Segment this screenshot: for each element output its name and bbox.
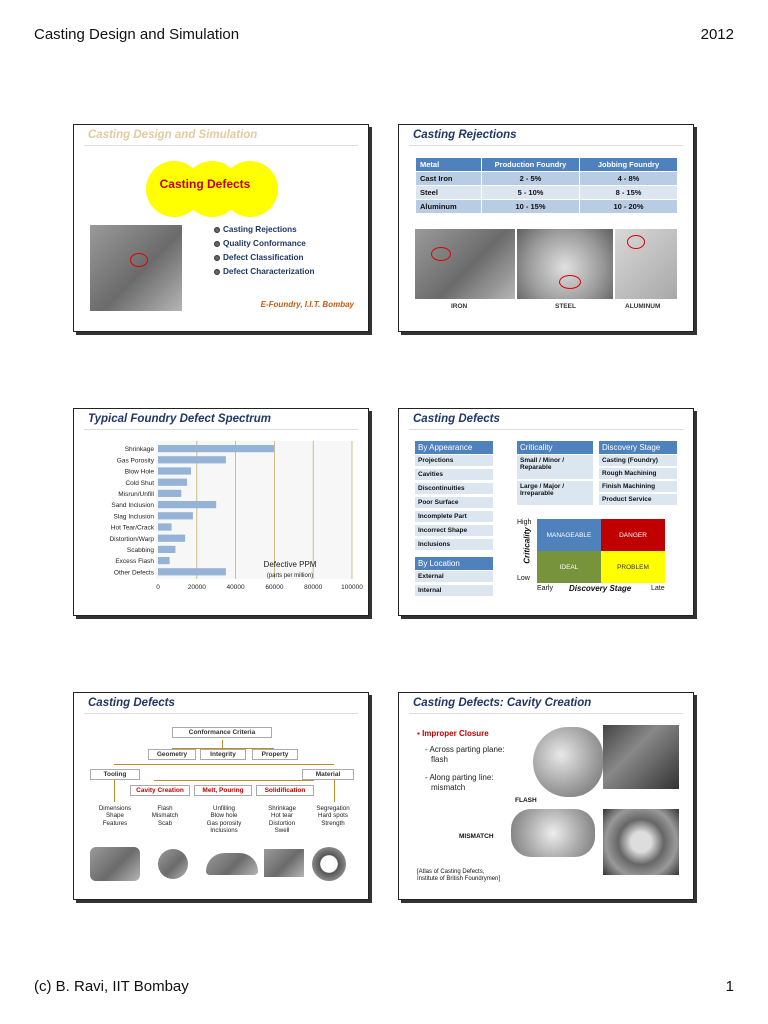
appearance-item: Incorrect Shape [415,525,493,536]
matrix-cell-ideal: IDEAL [537,551,601,583]
tree-node-solidification: Solidification [256,785,314,796]
by-location-header: By Location [415,557,493,570]
bullet-icon [214,241,220,247]
slide-defect-classification [398,408,694,616]
mismatch-casting-photo [511,809,595,857]
photo-caption: IRON [451,303,468,310]
aluminum-casting-photo [615,229,677,299]
bullet-item: Quality Conformance [214,239,314,248]
chart-category-label: Scabbing [126,547,154,554]
appearance-item: Cavities [415,469,493,480]
rejection-table [415,157,678,214]
tree-leaf-melt: Unfilling Blow hole Gas porosity Inclusions [206,805,242,835]
chart-x-tick-label: 100000 [341,584,363,591]
mismatch-description: - Along parting line: mismatch [425,773,494,793]
photo-caption: STEEL [555,303,576,310]
connector [114,780,115,802]
discovery-item: Casting (Foundry) [599,455,677,466]
tree-leaf-material: Segregation Hard spots Strength [316,805,350,827]
table-cell: Steel [416,186,482,200]
slide-heading: Casting Defects [159,177,251,191]
table-cell: 5 - 10% [482,186,580,200]
tree-node-geometry: Geometry [148,749,196,760]
defect-photo [312,847,346,881]
tree-node-cavity-creation: Cavity Creation [130,785,190,796]
tree-leaf-cavity: Flash Mismatch Scab [151,805,179,827]
appearance-item: Poor Surface [415,497,493,508]
chart-bar [158,467,191,474]
flash-description: - Across parting plane: flash [425,745,505,765]
page-footer: (c) B. Ravi, IIT Bombay [34,978,189,995]
chart-category-label: Slag Inclusion [113,513,154,521]
chart-bar [158,512,193,519]
chart-category-label: Distortion/Warp [109,535,154,543]
flash-label: FLASH [515,797,537,804]
chart-x-tick-label: 80000 [304,584,323,591]
slide-title: Casting Design and Simulation [88,129,258,141]
bullet-icon [214,255,220,261]
page-header: Casting Design and Simulation [34,26,240,43]
page-year: 2012 [700,26,734,43]
tree-leaf-solidification: Shrinkage Hot tear Distortion Swell [268,805,296,835]
bullet-item: Casting Rejections [214,225,314,234]
chart-x-tick-label: 60000 [265,584,284,591]
defect-photo [264,849,304,877]
slide-title: Casting Defects: Cavity Creation [413,697,592,709]
chart-x-tick-label: 40000 [226,584,245,591]
criticality-header: Criticality [517,441,593,454]
chart-bar [158,445,274,452]
table-cell: Cast Iron [416,172,482,186]
appearance-item: Projections [415,455,493,466]
improper-closure-heading: ▪ Improper Closure [417,729,489,738]
chart-category-label: Shrinkage [124,446,154,454]
slide-conformance-tree [73,692,369,900]
table-row [416,172,678,186]
divider [84,713,358,714]
casting-photo [90,225,182,311]
slide-cavity-creation [398,692,694,900]
slide-casting-defects-intro [73,124,369,332]
discovery-item: Finish Machining [599,481,677,492]
defect-photo [206,853,258,875]
divider [409,429,683,430]
location-item: External [415,571,493,582]
tree-node-integrity: Integrity [200,749,246,760]
iron-casting-photo [415,229,515,299]
criticality-item: Small / Minor / Reparable [517,455,593,479]
chart-bar [158,546,175,553]
chart-x-tick-label: 0 [156,584,160,591]
flash-xray-photo [603,725,679,789]
chart-bar [158,557,170,564]
steel-casting-photo [517,229,613,299]
appearance-item: Discontinuities [415,483,493,494]
tree-root: Conformance Criteria [172,727,272,738]
chart-category-label: Cold Shut [125,479,154,487]
mismatch-xray-photo [603,809,679,875]
table-cell: Aluminum [416,200,482,214]
bullet-item: Defect Classification [214,253,314,262]
appearance-item: Inclusions [415,539,493,550]
reference-note: [Atlas of Casting Defects, Institute of British Foundrymen] [417,869,501,883]
table-cell: 8 - 15% [580,186,678,200]
divider [84,429,358,430]
page-number: 1 [725,978,734,995]
criticality-item: Large / Major / Irreparable [517,481,593,505]
chart-bar [158,490,181,497]
defect-marker-icon [130,253,148,267]
chart-category-label: Hot Tear/Crack [110,524,154,532]
connector [222,740,223,748]
matrix-x-early: Early [537,585,553,592]
slide-title: Casting Rejections [413,129,517,141]
table-row [416,200,678,214]
chart-category-label: Misrun/Unfill [118,491,154,498]
matrix-y-label: Criticality [522,527,532,564]
table-cell: 10 - 15% [482,200,580,214]
chart-category-label: Blow Hole [124,468,154,476]
by-appearance-header: By Appearance [415,441,493,454]
slide-credit: E-Foundry, I.I.T. Bombay [260,300,354,309]
slide-title: Casting Defects [413,413,500,425]
flash-casting-photo [533,727,603,797]
chart-bar [158,501,216,508]
chart-bar [158,535,185,542]
tree-leaf-tooling: Dimensions Shape Features [98,805,132,827]
bullet-icon [214,269,220,275]
appearance-item: Incomplete Part [415,511,493,522]
tree-node-tooling: Tooling [90,769,140,780]
divider [409,713,683,714]
table-cell: 4 - 8% [580,172,678,186]
bullet-item: Defect Characterization [214,267,314,276]
table-cell: 10 - 20% [580,200,678,214]
slide-casting-rejections [398,124,694,332]
chart-bar [158,479,187,486]
slide-title: Typical Foundry Defect Spectrum [88,413,271,425]
connector [334,780,335,802]
chart-category-label: Other Defects [113,569,154,577]
defect-photo [158,849,188,879]
matrix-cell-danger: DANGER [601,519,665,551]
tree-node-property: Property [252,749,298,760]
bullet-icon [214,227,220,233]
table-cell: 2 - 5% [482,172,580,186]
matrix-cell-problem: PROBLEM [601,551,665,583]
chart-bar [158,456,226,463]
chart-legend-subtitle: (parts per million) [266,573,314,579]
tree-node-melt-pouring: Melt, Pouring [194,785,252,796]
defect-marker-icon [559,275,581,289]
table-header: Jobbing Foundry [580,158,678,172]
chart-category-label: Excess Flash [115,558,154,566]
matrix-x-late: Late [651,585,665,592]
chart-x-tick-label: 20000 [187,584,206,591]
table-header: Metal [416,158,482,172]
chart-bar [158,523,172,530]
defect-photo [90,847,140,881]
chart-category-label: Sand Inclusion [111,502,154,510]
connector [154,780,314,781]
divider [409,145,683,146]
table-header-row [416,158,678,172]
chart-bar [158,568,226,575]
defect-spectrum-chart [82,437,363,607]
discovery-item: Rough Machining [599,468,677,479]
chart-category-label: Gas Porosity [116,457,154,465]
slide-defect-spectrum [73,408,369,616]
matrix-cell-manageable: MANAGEABLE [537,519,601,551]
chart-legend-title: Defective PPM [263,560,317,569]
defect-marker-icon [627,235,645,249]
matrix-x-label: Discovery Stage [569,584,632,593]
discovery-item: Product Service [599,494,677,505]
mismatch-label: MISMATCH [459,833,494,840]
location-item: Internal [415,585,493,596]
table-header: Production Foundry [482,158,580,172]
discovery-stage-header: Discovery Stage [599,441,677,454]
connector [114,764,334,765]
defect-marker-icon [431,247,451,261]
tree-node-material: Material [302,769,354,780]
bullet-list [214,225,314,281]
table-row [416,186,678,200]
slide-title: Casting Defects [88,697,175,709]
matrix-y-low: Low [517,575,530,582]
divider [84,145,358,146]
photo-caption: ALUMINUM [625,303,661,310]
matrix-y-high: High [517,519,532,526]
